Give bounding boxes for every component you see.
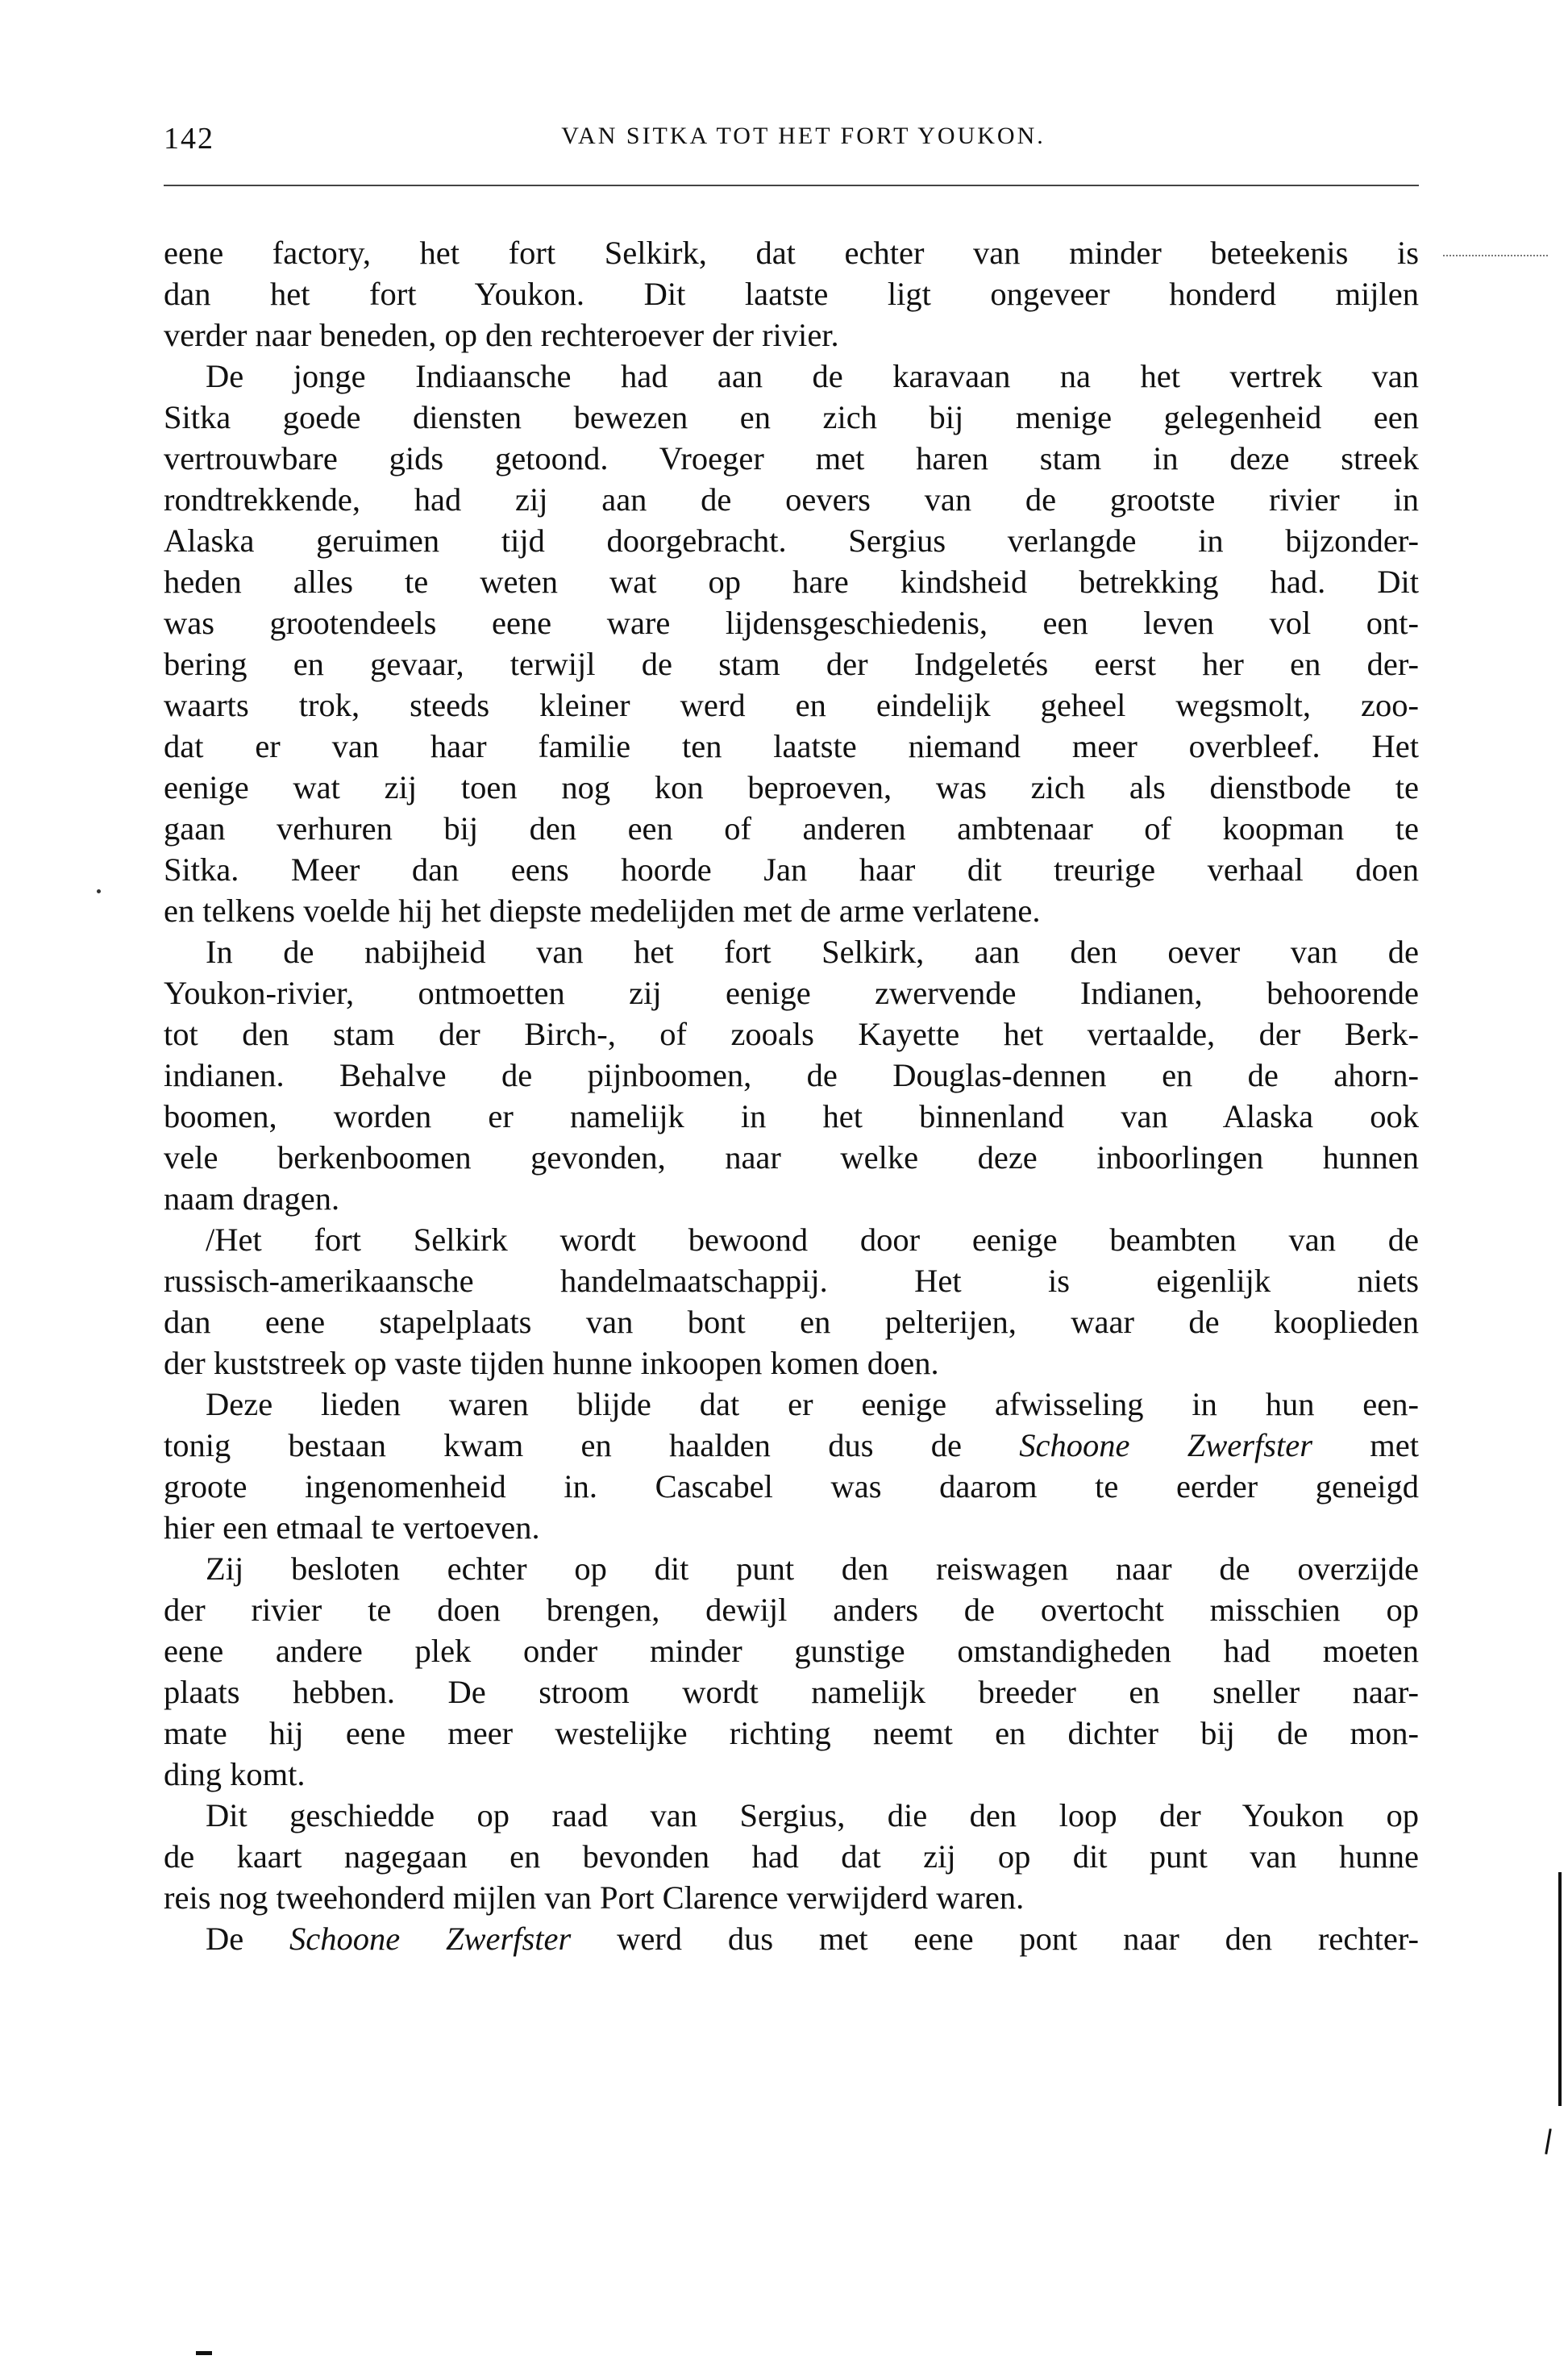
- text-line: rondtrekkende, had zij aan de oevers van de grootste rivier in: [164, 481, 1419, 518]
- text-line: /Het fort Selkirk wordt bewoond door eenige beambten van de: [206, 1222, 1419, 1258]
- text-line: mate hij eene meer westelijke richting neemt en dichter bij de mon-: [164, 1715, 1419, 1751]
- text-line: dat er van haar familie ten laatste niemand meer overbleef. Het: [164, 728, 1419, 764]
- running-title: VAN SITKA TOT HET FORT YOUKON.: [561, 123, 1046, 149]
- text-line: de kaart nagegaan en bevonden had dat zij op dit punt van hunne: [164, 1838, 1419, 1875]
- text-line: hier een etmaal te vertoeven.: [164, 1509, 540, 1546]
- text-line: en telkens voelde hij het diepste medelijden met de arme verlatene.: [164, 893, 1041, 929]
- text-line: Youkon-rivier, ontmoetten zij eenige zwervende Indianen, behoorende: [164, 975, 1419, 1011]
- margin-scan-dot: [97, 889, 101, 893]
- text-line: waarts trok, steeds kleiner werd en eindelijk geheel wegsmolt, zoo-: [164, 687, 1419, 723]
- text-line: Sitka. Meer dan eens hoorde Jan haar dit treurige verhaal doen: [164, 851, 1419, 888]
- margin-scan-bar: [1558, 1872, 1562, 2106]
- text-line: gaan verhuren bij den een of anderen ambtenaar of koopman te: [164, 810, 1419, 847]
- text-line: [164, 1918, 1419, 1959]
- text-line: groote ingenomenheid in. Cascabel was daarom te eerder geneigd: [164, 1468, 1419, 1505]
- text-line: verder naar beneden, op den rechteroever der rivier.: [164, 317, 839, 353]
- margin-scan-mark: [1443, 255, 1548, 260]
- text-line: [164, 1425, 1419, 1466]
- text-line: was grootendeels eene ware lijdensgeschiedenis, een leven vol ont-: [164, 605, 1419, 641]
- text-line: Deze lieden waren blijde dat er eenige afwisseling in hun een-: [206, 1386, 1419, 1422]
- running-head: [164, 121, 1419, 161]
- bottom-scan-mark: [196, 2351, 212, 2355]
- text-segment: tonig bestaan kwam en haalden dus de: [164, 1427, 1020, 1463]
- header-rule: [164, 185, 1419, 186]
- text-line: russisch-amerikaansche handelmaatschappij. Het is eigenlijk niets: [164, 1263, 1419, 1299]
- text-line: bering en gevaar, terwijl de stam der Indgeletés eerst her en der-: [164, 646, 1419, 682]
- text-line: boomen, worden er namelijk in het binnenland van Alaska ook: [164, 1098, 1419, 1134]
- text-line: der rivier te doen brengen, dewijl anders de overtocht misschien op: [164, 1592, 1419, 1628]
- text-line: der kuststreek op vaste tijden hunne inkoopen komen doen.: [164, 1345, 939, 1381]
- italic-title: Schoone Zwerfster: [289, 1921, 572, 1957]
- text-line: dan het fort Youkon. Dit laatste ligt ongeveer honderd mijlen: [164, 276, 1419, 312]
- text-line: plaats hebben. De stroom wordt namelijk breeder en sneller naar-: [164, 1674, 1419, 1710]
- text-line: eene andere plek onder minder gunstige omstandigheden had moeten: [164, 1633, 1419, 1669]
- text-segment: De: [206, 1921, 290, 1957]
- text-line: eenige wat zij toen nog kon beproeven, was zich als dienstbode te: [164, 769, 1419, 805]
- text-line: In de nabijheid van het fort Selkirk, aan den oever van de: [206, 934, 1419, 970]
- text-line: reis nog tweehonderd mijlen van Port Clarence verwijderd waren.: [164, 1879, 1025, 1916]
- text-line: Sitka goede diensten bewezen en zich bij menige gelegenheid een: [164, 399, 1419, 435]
- body-text: [164, 232, 1419, 1959]
- text-segment: met: [1312, 1427, 1420, 1463]
- text-line: indianen. Behalve de pijnboomen, de Douglas-dennen en de ahorn-: [164, 1057, 1419, 1093]
- text-line: naam dragen.: [164, 1180, 340, 1217]
- text-line: dan eene stapelplaats van bont en pelterijen, waar de kooplieden: [164, 1304, 1419, 1340]
- text-line: De jonge Indiaansche had aan de karavaan na het vertrek van: [206, 358, 1419, 394]
- text-line: vertrouwbare gids getoond. Vroeger met haren stam in deze streek: [164, 440, 1419, 477]
- text-line: tot den stam der Birch-, of zooals Kayette het vertaalde, der Berk-: [164, 1016, 1419, 1052]
- margin-scan-tick: [1545, 2129, 1552, 2154]
- text-line: heden alles te weten wat op hare kindsheid betrekking had. Dit: [164, 564, 1419, 600]
- page-number: 142: [164, 122, 214, 156]
- text-line: Alaska geruimen tijd doorgebracht. Sergius verlangde in bijzonder-: [164, 522, 1419, 559]
- italic-title: Schoone Zwerfster: [1019, 1427, 1312, 1463]
- text-line: vele berkenboomen gevonden, naar welke deze inboorlingen hunnen: [164, 1139, 1419, 1176]
- text-segment: werd dus met eene pont naar den rechter-: [571, 1921, 1419, 1957]
- text-line: Zij besloten echter op dit punt den reiswagen naar de overzijde: [206, 1550, 1419, 1587]
- text-line: Dit geschiedde op raad van Sergius, die den loop der Youkon op: [206, 1797, 1419, 1833]
- text-line: ding komt.: [164, 1756, 306, 1792]
- text-line: eene factory, het fort Selkirk, dat echter van minder beteekenis is: [164, 235, 1419, 271]
